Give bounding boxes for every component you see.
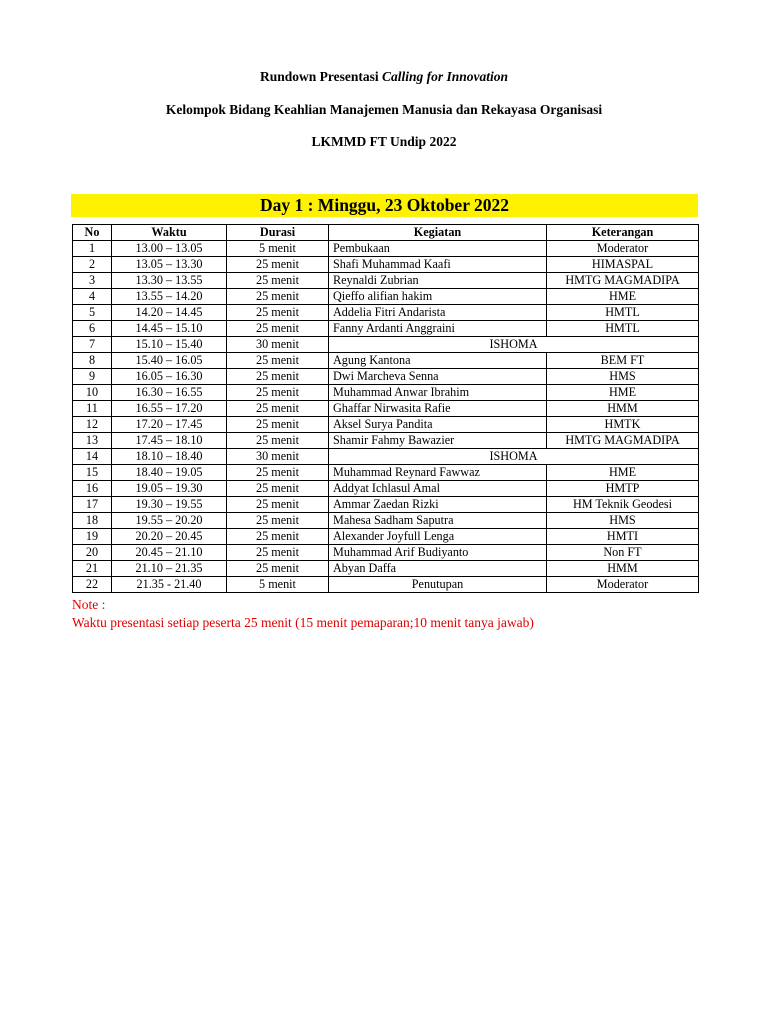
col-header-waktu: Waktu — [112, 225, 227, 241]
cell-waktu: 15.40 – 16.05 — [112, 353, 227, 369]
cell-keterangan: HME — [547, 385, 699, 401]
col-header-durasi: Durasi — [227, 225, 329, 241]
cell-kegiatan: Reynaldi Zubrian — [329, 273, 547, 289]
cell-keterangan: HIMASPAL — [547, 257, 699, 273]
cell-kegiatan: Addyat Ichlasul Amal — [329, 481, 547, 497]
cell-waktu: 20.45 – 21.10 — [112, 545, 227, 561]
cell-waktu: 16.30 – 16.55 — [112, 385, 227, 401]
cell-no: 2 — [73, 257, 112, 273]
cell-no: 7 — [73, 337, 112, 353]
cell-durasi: 25 menit — [227, 257, 329, 273]
cell-keterangan: HMTG MAGMADIPA — [547, 273, 699, 289]
cell-keterangan: Moderator — [547, 241, 699, 257]
cell-keterangan: HMS — [547, 513, 699, 529]
cell-no: 6 — [73, 321, 112, 337]
cell-no: 4 — [73, 289, 112, 305]
cell-durasi: 25 menit — [227, 369, 329, 385]
table-row — [73, 449, 699, 465]
cell-waktu: 13.30 – 13.55 — [112, 273, 227, 289]
table-row — [73, 433, 699, 449]
cell-waktu: 14.45 – 15.10 — [112, 321, 227, 337]
cell-no: 11 — [73, 401, 112, 417]
cell-kegiatan: Abyan Daffa — [329, 561, 547, 577]
table-row — [73, 337, 699, 353]
cell-durasi: 5 menit — [227, 577, 329, 593]
col-header-kegiatan: Kegiatan — [329, 225, 547, 241]
cell-kegiatan: Muhammad Anwar Ibrahim — [329, 385, 547, 401]
cell-waktu: 21.35 - 21.40 — [112, 577, 227, 593]
cell-waktu: 17.45 – 18.10 — [112, 433, 227, 449]
cell-kegiatan: Penutupan — [329, 577, 547, 593]
table-header-row — [73, 225, 699, 241]
table-row — [73, 465, 699, 481]
cell-keterangan: Moderator — [547, 577, 699, 593]
table-row — [73, 577, 699, 593]
cell-kegiatan: Alexander Joyfull Lenga — [329, 529, 547, 545]
cell-waktu: 19.55 – 20.20 — [112, 513, 227, 529]
cell-kegiatan: Dwi Marcheva Senna — [329, 369, 547, 385]
cell-kegiatan: Agung Kantona — [329, 353, 547, 369]
cell-kegiatan: ISHOMA — [329, 449, 699, 465]
table-row — [73, 321, 699, 337]
cell-durasi: 25 menit — [227, 417, 329, 433]
cell-durasi: 25 menit — [227, 465, 329, 481]
cell-no: 16 — [73, 481, 112, 497]
cell-durasi: 25 menit — [227, 481, 329, 497]
cell-waktu: 17.20 – 17.45 — [112, 417, 227, 433]
cell-keterangan: HM Teknik Geodesi — [547, 497, 699, 513]
note-label: Note : — [72, 597, 106, 612]
cell-kegiatan: Muhammad Arif Budiyanto — [329, 545, 547, 561]
cell-durasi: 25 menit — [227, 545, 329, 561]
cell-waktu: 18.40 – 19.05 — [112, 465, 227, 481]
cell-keterangan: HMS — [547, 369, 699, 385]
note-text: Waktu presentasi setiap peserta 25 menit (15 menit pemaparan;10 menit tanya jawab) — [72, 615, 534, 630]
cell-durasi: 25 menit — [227, 401, 329, 417]
cell-kegiatan: Aksel Surya Pandita — [329, 417, 547, 433]
cell-durasi: 25 menit — [227, 497, 329, 513]
cell-durasi: 25 menit — [227, 273, 329, 289]
cell-keterangan: HMM — [547, 401, 699, 417]
cell-kegiatan: Fanny Ardanti Anggraini — [329, 321, 547, 337]
cell-keterangan: HMTL — [547, 305, 699, 321]
cell-waktu: 16.05 – 16.30 — [112, 369, 227, 385]
table-row — [73, 417, 699, 433]
cell-no: 9 — [73, 369, 112, 385]
cell-keterangan: HME — [547, 465, 699, 481]
cell-no: 8 — [73, 353, 112, 369]
cell-no: 14 — [73, 449, 112, 465]
cell-keterangan: HME — [547, 289, 699, 305]
rundown-table — [72, 224, 699, 593]
table-row — [73, 289, 699, 305]
cell-kegiatan: Muhammad Reynard Fawwaz — [329, 465, 547, 481]
cell-kegiatan: Ammar Zaedan Rizki — [329, 497, 547, 513]
cell-kegiatan: Addelia Fitri Andarista — [329, 305, 547, 321]
table-row — [73, 385, 699, 401]
cell-no: 1 — [73, 241, 112, 257]
col-header-no: No — [73, 225, 112, 241]
cell-waktu: 15.10 – 15.40 — [112, 337, 227, 353]
cell-no: 15 — [73, 465, 112, 481]
col-header-keterangan: Keterangan — [547, 225, 699, 241]
table-row — [73, 545, 699, 561]
table-row — [73, 561, 699, 577]
rundown-table-body — [73, 241, 699, 593]
table-row — [73, 241, 699, 257]
cell-durasi: 25 menit — [227, 385, 329, 401]
cell-waktu: 21.10 – 21.35 — [112, 561, 227, 577]
cell-no: 19 — [73, 529, 112, 545]
cell-kegiatan: Shamir Fahmy Bawazier — [329, 433, 547, 449]
day-banner: Day 1 : Minggu, 23 Oktober 2022 — [71, 194, 698, 217]
cell-keterangan: HMM — [547, 561, 699, 577]
cell-durasi: 25 menit — [227, 353, 329, 369]
cell-no: 18 — [73, 513, 112, 529]
table-row — [73, 257, 699, 273]
cell-durasi: 5 menit — [227, 241, 329, 257]
cell-kegiatan: ISHOMA — [329, 337, 699, 353]
cell-kegiatan: Pembukaan — [329, 241, 547, 257]
cell-waktu: 13.00 – 13.05 — [112, 241, 227, 257]
title-event-name: Calling for Innovation — [381, 69, 509, 84]
table-row — [73, 481, 699, 497]
cell-no: 3 — [73, 273, 112, 289]
cell-durasi: 25 menit — [227, 529, 329, 545]
table-row — [73, 513, 699, 529]
cell-no: 5 — [73, 305, 112, 321]
cell-no: 17 — [73, 497, 112, 513]
cell-durasi: 25 menit — [227, 321, 329, 337]
cell-kegiatan: Qieffo alifian hakim — [329, 289, 547, 305]
cell-keterangan: HMTG MAGMADIPA — [547, 433, 699, 449]
cell-durasi: 25 menit — [227, 433, 329, 449]
cell-waktu: 19.05 – 19.30 — [112, 481, 227, 497]
cell-durasi: 25 menit — [227, 305, 329, 321]
cell-keterangan: HMTI — [547, 529, 699, 545]
cell-no: 21 — [73, 561, 112, 577]
cell-waktu: 18.10 – 18.40 — [112, 449, 227, 465]
cell-no: 10 — [73, 385, 112, 401]
cell-durasi: 25 menit — [227, 289, 329, 305]
cell-kegiatan: Ghaffar Nirwasita Rafie — [329, 401, 547, 417]
table-row — [73, 273, 699, 289]
cell-keterangan: HMTP — [547, 481, 699, 497]
cell-no: 20 — [73, 545, 112, 561]
cell-kegiatan: Shafi Muhammad Kaafi — [329, 257, 547, 273]
cell-durasi: 25 menit — [227, 513, 329, 529]
table-row — [73, 401, 699, 417]
cell-keterangan: HMTL — [547, 321, 699, 337]
table-row — [73, 305, 699, 321]
table-row — [73, 497, 699, 513]
cell-waktu: 13.55 – 14.20 — [112, 289, 227, 305]
cell-kegiatan: Mahesa Sadham Saputra — [329, 513, 547, 529]
cell-keterangan: HMTK — [547, 417, 699, 433]
cell-keterangan: Non FT — [547, 545, 699, 561]
table-row — [73, 529, 699, 545]
document-event: LKMMD FT Undip 2022 — [311, 134, 457, 149]
document-subtitle: Kelompok Bidang Keahlian Manajemen Manusia dan Rekayasa Organisasi — [165, 102, 603, 117]
cell-waktu: 16.55 – 17.20 — [112, 401, 227, 417]
cell-waktu: 14.20 – 14.45 — [112, 305, 227, 321]
cell-durasi: 30 menit — [227, 449, 329, 465]
cell-durasi: 25 menit — [227, 561, 329, 577]
cell-waktu: 19.30 – 19.55 — [112, 497, 227, 513]
cell-waktu: 13.05 – 13.30 — [112, 257, 227, 273]
title-prefix: Rundown Presentasi — [259, 69, 382, 84]
cell-waktu: 20.20 – 20.45 — [112, 529, 227, 545]
cell-no: 22 — [73, 577, 112, 593]
cell-no: 12 — [73, 417, 112, 433]
table-row — [73, 369, 699, 385]
cell-no: 13 — [73, 433, 112, 449]
cell-durasi: 30 menit — [227, 337, 329, 353]
table-row — [73, 353, 699, 369]
document-title — [0, 69, 768, 85]
cell-keterangan: BEM FT — [547, 353, 699, 369]
